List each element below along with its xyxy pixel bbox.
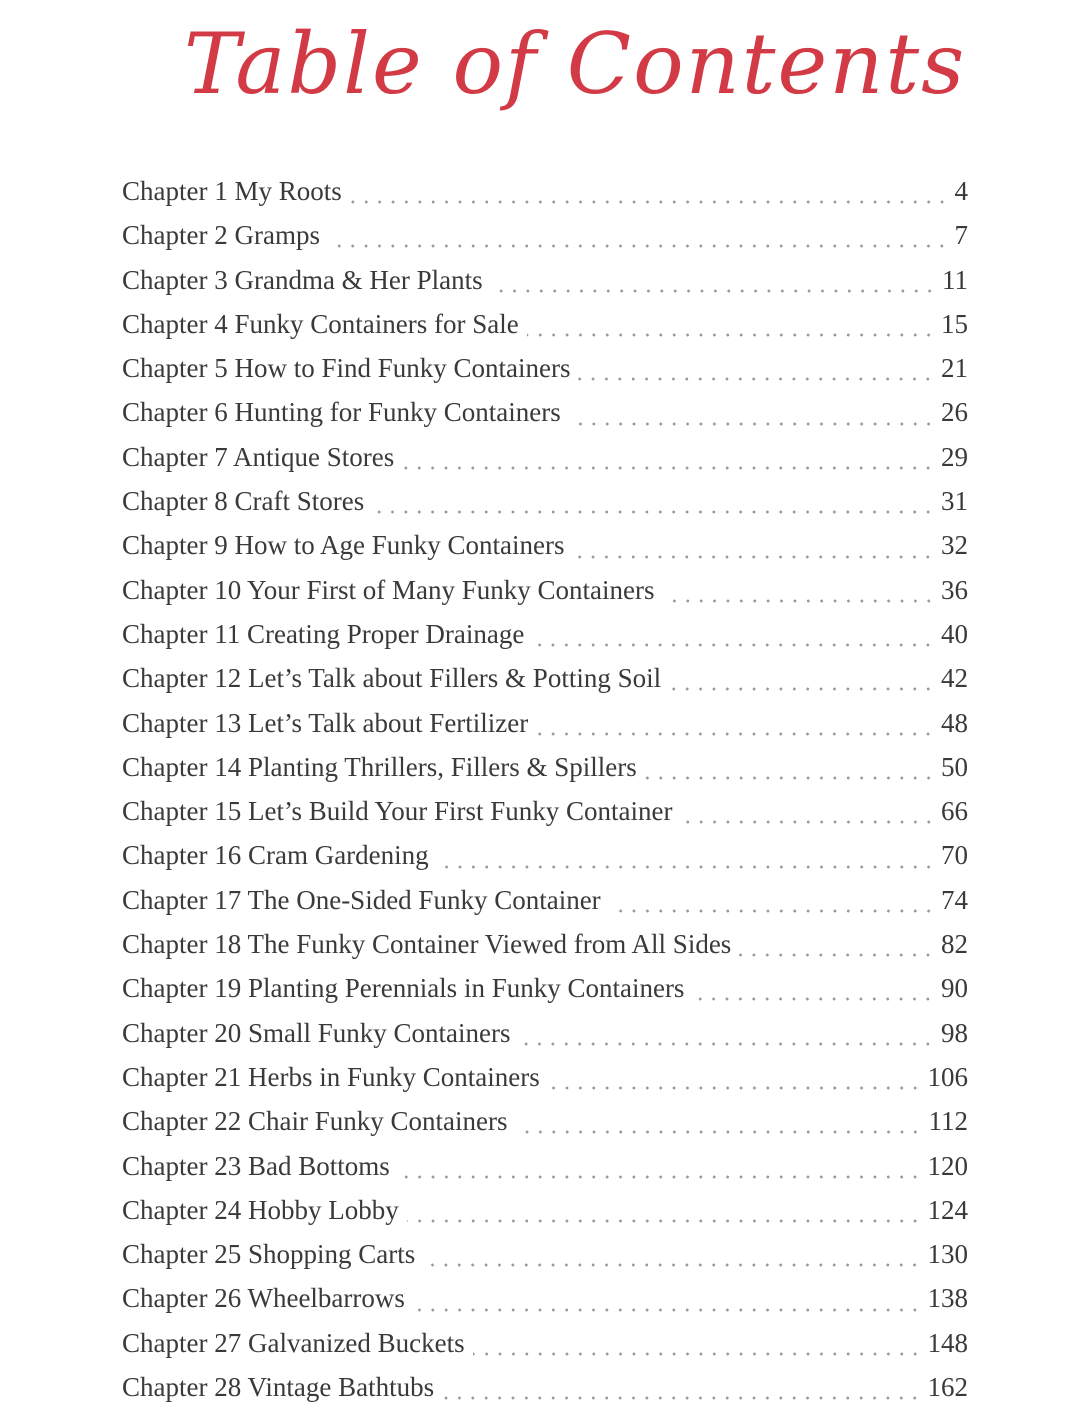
toc-entry-label: Chapter 27 Galvanized Buckets xyxy=(122,1327,465,1358)
toc-entry[interactable] xyxy=(122,796,968,840)
toc-entry-page-number: 31 xyxy=(941,486,968,517)
toc-entry[interactable] xyxy=(122,929,968,973)
toc-entry-page-number: 138 xyxy=(927,1283,968,1314)
dot-leader xyxy=(423,1263,921,1267)
toc-entry[interactable] xyxy=(122,220,968,264)
toc-entry-label: Chapter 5 How to Find Funky Containers xyxy=(122,353,571,384)
toc-entry-page-number: 21 xyxy=(941,353,968,384)
dot-leader xyxy=(609,909,935,913)
toc-entry-page-number: 106 xyxy=(927,1061,968,1092)
dot-leader xyxy=(402,466,935,470)
toc-entry[interactable] xyxy=(122,1018,968,1062)
dot-leader xyxy=(663,599,936,603)
dot-leader xyxy=(437,865,935,869)
toc-entry[interactable] xyxy=(122,265,968,309)
toc-entry[interactable] xyxy=(122,663,968,707)
toc-entry-page-number: 130 xyxy=(927,1239,968,1270)
toc-entry-label: Chapter 3 Grandma & Her Plants xyxy=(122,264,483,295)
toc-entry-page-number: 29 xyxy=(941,441,968,472)
dot-leader xyxy=(407,1219,922,1223)
toc-entry-label: Chapter 21 Herbs in Funky Containers xyxy=(122,1061,540,1092)
toc-entry-page-number: 98 xyxy=(941,1017,968,1048)
toc-entry-page-number: 120 xyxy=(927,1150,968,1181)
toc-entry[interactable] xyxy=(122,708,968,752)
toc-entry-page-number: 90 xyxy=(941,973,968,1004)
toc-entry-label: Chapter 22 Chair Funky Containers xyxy=(122,1106,508,1137)
toc-entry-label: Chapter 18 The Funky Container Viewed from All Sides xyxy=(122,929,732,960)
page-title: Table of Contents xyxy=(183,15,967,113)
toc-entry[interactable] xyxy=(122,1151,968,1195)
dot-leader xyxy=(681,820,935,824)
toc-entry[interactable] xyxy=(122,840,968,884)
dot-leader xyxy=(473,1352,922,1356)
toc-entry[interactable] xyxy=(122,1106,968,1150)
toc-entry-page-number: 32 xyxy=(941,530,968,561)
toc-entry-page-number: 124 xyxy=(927,1194,968,1225)
toc-list xyxy=(122,176,968,1416)
toc-entry-page-number: 11 xyxy=(942,264,968,295)
toc-entry-page-number: 112 xyxy=(928,1106,968,1137)
dot-leader xyxy=(350,200,949,204)
toc-entry-label: Chapter 20 Small Funky Containers xyxy=(122,1017,511,1048)
toc-entry[interactable] xyxy=(122,752,968,796)
toc-entry-label: Chapter 1 My Roots xyxy=(122,176,342,206)
dot-leader xyxy=(692,997,935,1001)
toc-entry-label: Chapter 8 Craft Stores xyxy=(122,486,365,517)
toc-entry-page-number: 42 xyxy=(941,663,968,694)
toc-entry-label: Chapter 12 Let’s Talk about Fillers & Potting Soil xyxy=(122,663,662,694)
toc-entry-page-number: 36 xyxy=(941,574,968,605)
toc-entry[interactable] xyxy=(122,1283,968,1327)
dot-leader xyxy=(398,1175,922,1179)
toc-entry-page-number: 82 xyxy=(941,929,968,960)
toc-entry[interactable] xyxy=(122,397,968,441)
toc-entry-page-number: 48 xyxy=(941,707,968,738)
toc-entry-page-number: 40 xyxy=(941,618,968,649)
toc-entry-page-number: 4 xyxy=(954,176,968,206)
dot-leader xyxy=(372,510,935,514)
dot-leader xyxy=(527,333,935,337)
toc-entry-label: Chapter 23 Bad Bottoms xyxy=(122,1150,390,1181)
toc-entry[interactable] xyxy=(122,486,968,530)
toc-entry[interactable] xyxy=(122,1195,968,1239)
toc-entry[interactable] xyxy=(122,575,968,619)
toc-entry-page-number: 66 xyxy=(941,796,968,827)
toc-entry-page-number: 15 xyxy=(941,308,968,339)
toc-entry[interactable] xyxy=(122,1239,968,1283)
toc-entry-label: Chapter 25 Shopping Carts xyxy=(122,1239,416,1270)
toc-entry[interactable] xyxy=(122,619,968,663)
toc-entry[interactable] xyxy=(122,973,968,1017)
toc-entry-page-number: 74 xyxy=(941,884,968,915)
toc-entry-label: Chapter 16 Cram Gardening xyxy=(122,840,429,871)
dot-leader xyxy=(328,244,949,248)
toc-entry-label: Chapter 13 Let’s Talk about Fertilizer xyxy=(122,707,529,738)
dot-leader xyxy=(572,555,935,559)
toc-entry[interactable] xyxy=(122,885,968,929)
toc-entry-label: Chapter 6 Hunting for Funky Containers xyxy=(122,397,561,428)
toc-entry-page-number: 26 xyxy=(941,397,968,428)
toc-entry-label: Chapter 7 Antique Stores xyxy=(122,441,395,472)
toc-entry-page-number: 50 xyxy=(941,751,968,782)
toc-entry-label: Chapter 28 Vintage Bathtubs xyxy=(122,1372,435,1403)
toc-entry-page-number: 7 xyxy=(954,220,968,251)
toc-entry-label: Chapter 24 Hobby Lobby xyxy=(122,1194,399,1225)
toc-entry[interactable] xyxy=(122,1372,968,1416)
toc-entry-label: Chapter 2 Gramps xyxy=(122,220,320,251)
toc-entry[interactable] xyxy=(122,1328,968,1372)
dot-leader xyxy=(548,1086,922,1090)
toc-entry[interactable] xyxy=(122,530,968,574)
dot-leader xyxy=(578,377,935,381)
dot-leader xyxy=(669,687,935,691)
toc-entry-label: Chapter 14 Planting Thrillers, Fillers & Spillers xyxy=(122,751,637,782)
toc-entry[interactable] xyxy=(122,309,968,353)
dot-leader xyxy=(739,953,935,957)
dot-leader xyxy=(413,1308,922,1312)
toc-entry-page-number: 162 xyxy=(927,1372,968,1403)
toc-entry-label: Chapter 19 Planting Perennials in Funky Containers xyxy=(122,973,685,1004)
toc-entry-label: Chapter 26 Wheelbarrows xyxy=(122,1283,405,1314)
dot-leader xyxy=(515,1130,922,1134)
toc-entry-label: Chapter 4 Funky Containers for Sale xyxy=(122,308,519,339)
toc-entry-page-number: 70 xyxy=(941,840,968,871)
dot-leader xyxy=(518,1042,935,1046)
dot-leader xyxy=(442,1396,921,1400)
toc-entry-label: Chapter 17 The One-Sided Funky Container xyxy=(122,884,601,915)
toc-entry[interactable] xyxy=(122,442,968,486)
dot-leader xyxy=(491,289,936,293)
toc-entry[interactable] xyxy=(122,176,968,220)
toc-entry-label: Chapter 9 How to Age Funky Containers xyxy=(122,530,565,561)
dot-leader xyxy=(645,776,935,780)
dot-leader xyxy=(536,732,935,736)
toc-entry[interactable] xyxy=(122,353,968,397)
toc-entry-label: Chapter 10 Your First of Many Funky Containers xyxy=(122,574,655,605)
toc-entry-page-number: 148 xyxy=(927,1327,968,1358)
dot-leader xyxy=(532,643,935,647)
toc-entry-label: Chapter 11 Creating Proper Drainage xyxy=(122,618,525,649)
toc-entry-label: Chapter 15 Let’s Build Your First Funky Container xyxy=(122,796,673,827)
toc-entry[interactable] xyxy=(122,1062,968,1106)
dot-leader xyxy=(569,422,935,426)
